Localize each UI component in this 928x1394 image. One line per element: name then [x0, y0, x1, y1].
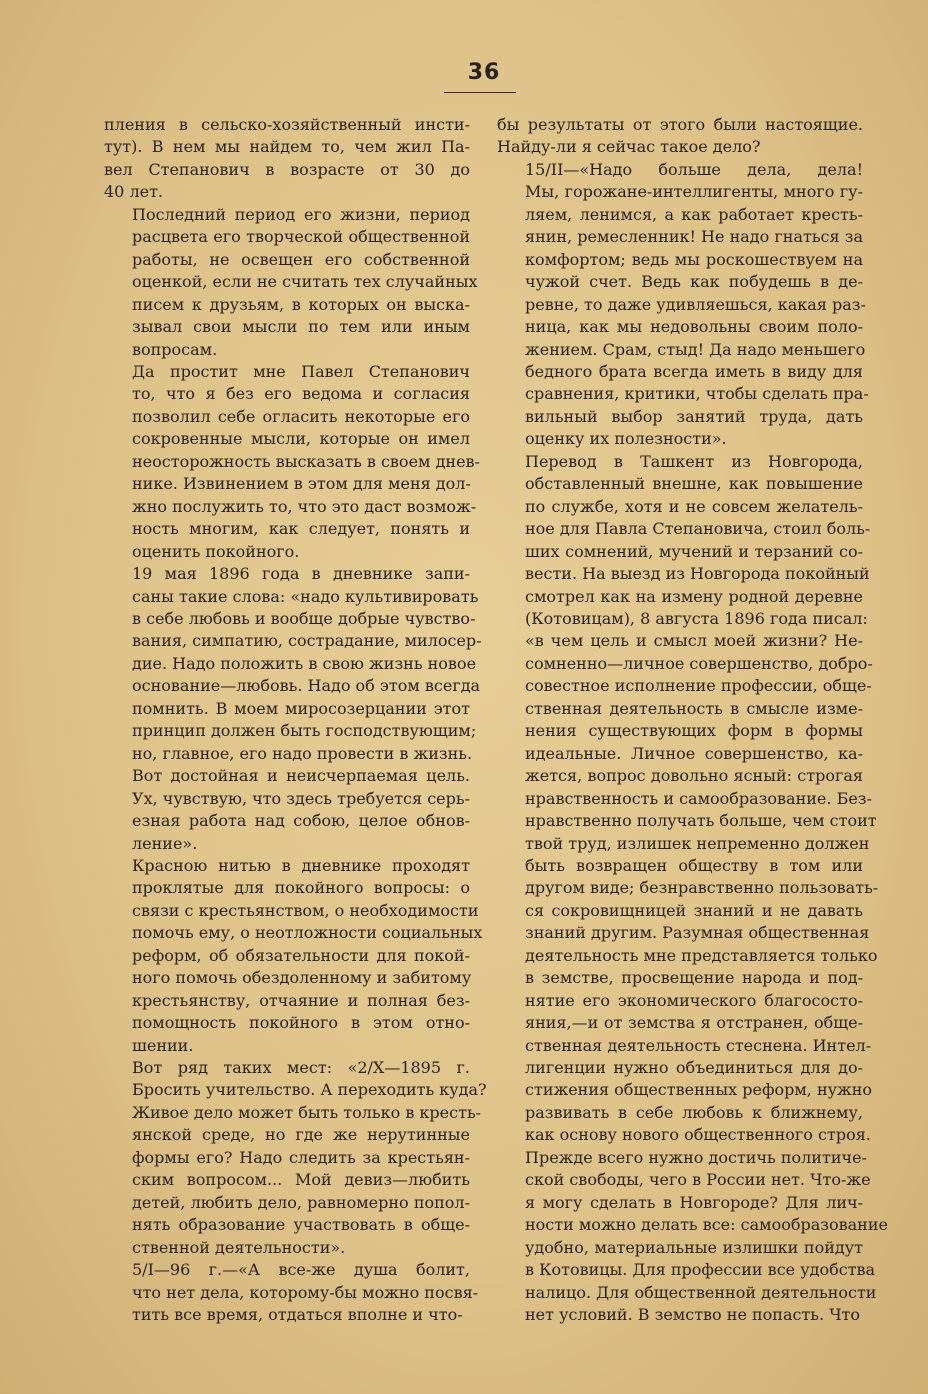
text-line: нения существующих форм в формы — [525, 721, 863, 741]
text-line: смотрел как на измену родной деревне — [525, 586, 863, 606]
text-line: Перевод в Ташкент из Новгорода, — [525, 451, 863, 471]
text-line: ревне, то даже удивляешься, какая раз- — [525, 294, 866, 314]
text-line: ляем, ленимся, а как работает кресть- — [525, 204, 863, 224]
text-line: саны такие слова: «надо культивировать — [132, 586, 479, 606]
text-line: оценку их полезности». — [525, 429, 727, 449]
right-text-column — [497, 114, 888, 1326]
paragraph — [104, 563, 482, 855]
text-line: ским вопросом... Мой девиз—любить — [132, 1170, 470, 1190]
text-line: (Котовицам), 8 августа 1896 года писал: — [525, 608, 868, 628]
text-line: то, что я без его ведома и согласия — [132, 384, 470, 404]
text-line: ница, как мы недовольны своим поло- — [525, 317, 863, 337]
text-line: оценить покойного. — [132, 541, 300, 561]
text-line: нятие его экономического благососто- — [525, 990, 863, 1010]
text-line: ность многим, как следует, понять и — [132, 519, 470, 539]
text-line: 40 лет. — [104, 182, 164, 202]
paragraph — [104, 361, 480, 563]
text-line: другом виде; безнравственно пользовать- — [525, 878, 879, 898]
left-text-column — [104, 114, 487, 1326]
paragraph — [497, 451, 888, 1327]
text-line: ской свободы, чего в России нет. Что-же — [525, 1170, 871, 1190]
text-line: в земстве, просвещение народа и под- — [525, 968, 863, 988]
text-line: ся сокровищницей знаний и не давать — [525, 900, 863, 920]
text-line: помочь ему, о неотложности социальных — [132, 923, 483, 943]
page-number-rule — [444, 92, 516, 93]
text-line: Красною нитью в дневнике проходят — [132, 855, 470, 875]
text-line: пления в сельско-хозяйственный инсти- — [104, 115, 470, 134]
text-line: стижения общественных реформ, нужно — [525, 1080, 873, 1100]
text-line: в Котовицы. Для профессии все удобства — [525, 1260, 876, 1280]
paragraph — [104, 114, 470, 204]
text-line: удобно, материальные излишки пойдут — [525, 1237, 863, 1257]
text-line: ственной деятельности». — [132, 1237, 346, 1257]
text-line: бы результаты от этого были настоящие. — [497, 115, 863, 134]
text-line: вания, симпатию, сострадание, милосер- — [132, 631, 482, 651]
text-line: нет условий. В земство не попасть. Что — [525, 1305, 861, 1325]
text-line: знаний другим. Разумная общественная — [525, 923, 870, 943]
text-line: жно послужить то, что это даст возмож- — [132, 496, 477, 516]
text-line: Последний период его жизни, период — [132, 204, 470, 224]
text-line: ное для Павла Степановича, стоил боль- — [525, 519, 871, 539]
text-line: 19 мая 1896 года в дневнике запи- — [132, 564, 470, 584]
text-line: янин, ремесленник! Не надо гнаться за — [525, 227, 863, 247]
text-line: я могу сделать в Новгороде? Для лич- — [525, 1192, 863, 1212]
text-line: вильный выбор занятий труда, дать — [525, 406, 863, 426]
text-line: Прежде всего нужно достичь политиче- — [525, 1147, 867, 1167]
text-line: нравственно получать больше, чем стоит — [525, 811, 877, 831]
text-line: сомненно—личное совершенство, добро- — [525, 653, 873, 673]
text-line: совестное исполнение профессии, обще- — [525, 676, 872, 696]
page-number: 36 — [467, 60, 501, 85]
text-line: зывал свои мысли по тем или иным — [132, 317, 470, 337]
text-line: работы, не освещен его собственной — [132, 249, 470, 269]
text-line: связи с крестьянством, о необходимости — [132, 900, 479, 920]
text-line: ление». — [132, 833, 198, 853]
text-line: неосторожность высказать в своем днев- — [132, 451, 480, 471]
text-line: 15/II—«Надо больше дела, дела! — [525, 159, 863, 179]
text-line: ственная деятельность в смысле изме- — [525, 698, 863, 718]
text-line: формы его? Надо следить за крестьян- — [132, 1147, 470, 1167]
text-line: жением. Срам, стыд! Да надо меньшего — [525, 339, 866, 359]
text-line: развивать в себе любовь к ближнему, — [525, 1102, 863, 1122]
text-line: езная работа над собою, целое обнов- — [132, 811, 470, 831]
text-line: Да простит мне Павел Степанович — [132, 361, 470, 381]
text-line: позволил себе огласить некоторые его — [132, 406, 470, 426]
text-line: помнить. В моем миросозерцании этот — [132, 698, 470, 718]
text-line: комфортом; ведь мы роскошествуем на — [525, 249, 863, 269]
paragraph — [104, 1259, 479, 1326]
text-line: нике. Извинением в этом для меня дол- — [132, 474, 471, 494]
text-line: принцип должен быть господствующим; — [132, 721, 477, 741]
text-line: лигенции нужно объединиться для до- — [525, 1058, 863, 1078]
text-line: сравнения, критики, чтобы сделать пра- — [525, 384, 869, 404]
text-line: как основу нового общественного строя. — [525, 1125, 871, 1145]
text-line: ности можно делать все: самообразование — [525, 1215, 888, 1235]
text-line: Вот ряд таких мест: «2/X—1895 г. — [132, 1058, 470, 1078]
text-line: нять образование участвовать в обще- — [132, 1215, 470, 1235]
text-line: Бросить учительство. А переходить куда? — [132, 1080, 487, 1100]
paragraph — [497, 114, 863, 159]
text-line: тить все время, отдаться вполне и что- — [132, 1305, 463, 1325]
text-line: шении. — [132, 1035, 194, 1055]
text-line: в себе любовь и вообще добрые чувство- — [132, 608, 476, 628]
text-line: идеальные. Личное совершенство, ка- — [525, 743, 863, 763]
text-line: деятельность мне представляется только — [525, 945, 878, 965]
text-line: помощность покойного в этом отно- — [132, 1013, 470, 1033]
text-line: детей, любить дело, равномерно попол- — [132, 1192, 470, 1212]
text-line: ного помочь обездоленному и забитому — [132, 968, 472, 988]
text-line: что нет дела, которому-бы можно посвя- — [132, 1282, 479, 1302]
text-line: Живое дело может быть только в кресть- — [132, 1102, 482, 1122]
text-line: ших сомнений, мучений и терзаний со- — [525, 541, 863, 561]
text-line: яния,—и от земства я отстранен, обще- — [525, 1013, 863, 1033]
paragraph — [497, 159, 869, 451]
paragraph — [104, 1057, 487, 1259]
text-line: чужой счет. Ведь как побудешь в де- — [525, 272, 863, 292]
text-line: вел Степанович в возрасте от 30 до — [104, 159, 470, 179]
text-line: писем к друзьям, в которых он выска- — [132, 294, 470, 314]
text-line: тут). В нем мы найдем то, чем жил Па- — [104, 137, 470, 157]
text-line: по службе, хотя и не совсем желатель- — [525, 496, 863, 516]
text-line: обставленный внешне, как повышение — [525, 474, 863, 494]
text-line: бедного брата всегда иметь в виду для — [525, 361, 863, 381]
text-line: Мы, горожане-интеллигенты, много гу- — [525, 182, 863, 202]
text-line: 5/I—96 г.—«А все-же душа болит, — [132, 1260, 470, 1280]
text-line: вести. На выезд из Новгорода покойный — [525, 564, 870, 584]
text-line: Ух, чувствую, что здесь требуется серь- — [132, 788, 470, 808]
text-line: вопросам. — [132, 339, 218, 359]
text-line: расцвета его творческой общественной — [132, 227, 470, 247]
text-line: Найду-ли я сейчас такое дело? — [497, 137, 761, 157]
text-line: сокровенные мысли, которые он имел — [132, 429, 470, 449]
text-line: проклятые для покойного вопросы: о — [132, 878, 470, 898]
text-line: ственная деятельность стеснена. Интел- — [525, 1035, 872, 1055]
text-line: крестьянству, отчаяние и полная без- — [132, 990, 470, 1010]
text-line: быть возвращен обществу в том или — [525, 855, 863, 875]
text-line: жется, вопрос довольно ясный: строгая — [525, 766, 863, 786]
text-line: налицо. Для общественной деятельности — [525, 1282, 877, 1302]
paragraph — [104, 855, 483, 1057]
text-line: «в чем цель и смысл моей жизни? Не- — [525, 631, 863, 651]
text-line: основание—любовь. Надо об этом всегда — [132, 676, 481, 696]
text-line: нравственность и самообразование. Без- — [525, 788, 872, 808]
text-line: оценкой, если не считать тех случайных — [132, 272, 478, 292]
text-line: но, главное, его надо провести в жизнь. — [132, 743, 473, 763]
text-line: дие. Надо положить в свою жизнь новое — [132, 653, 477, 673]
text-line: твой труд, излишек непременно должен — [525, 833, 870, 853]
paragraph — [104, 204, 478, 361]
text-line: Вот достойная и неисчерпаемая цель. — [132, 766, 470, 786]
text-line: янской среде, но где же нерутинные — [132, 1125, 470, 1145]
text-line: реформ, об обязательности для покой- — [132, 945, 470, 965]
